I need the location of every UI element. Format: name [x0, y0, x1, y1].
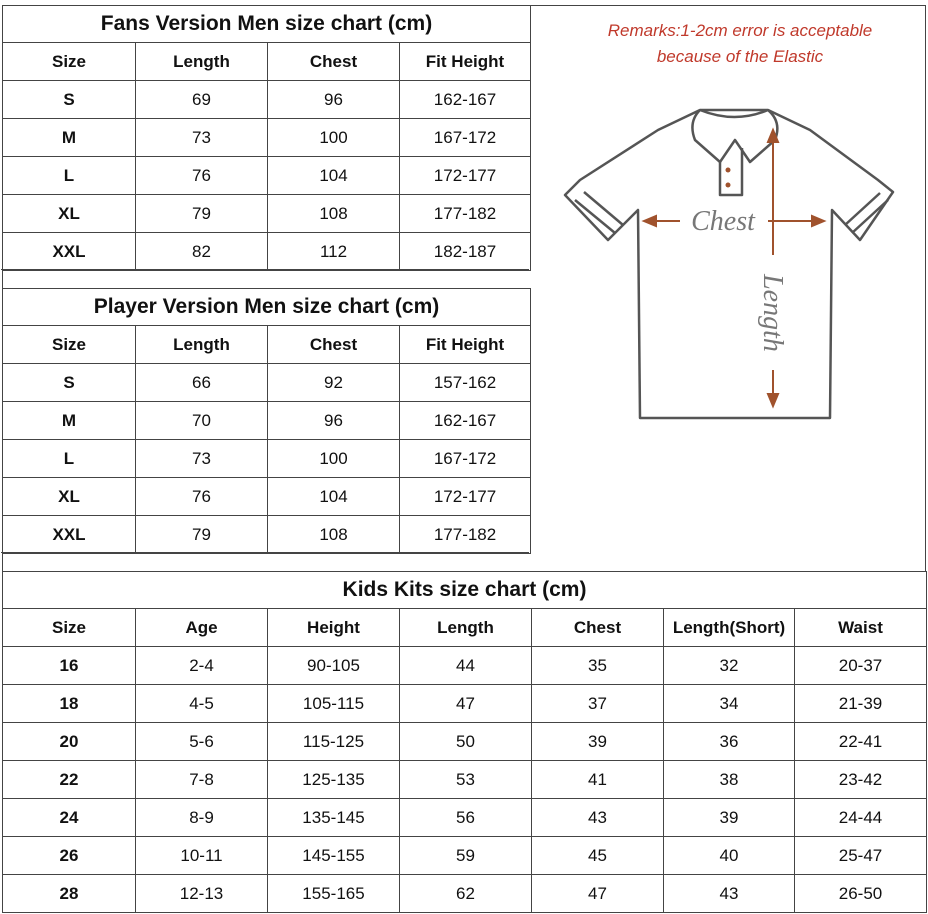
size-cell: L [3, 157, 136, 195]
table-row [3, 516, 531, 554]
table-cell: 41 [532, 761, 664, 799]
table-row [3, 761, 927, 799]
size-cell: 24 [3, 799, 136, 837]
chest-label: Chest [691, 206, 755, 237]
table-cell: 96 [268, 402, 400, 440]
table-cell: 90-105 [268, 647, 400, 685]
shirt-outline [565, 110, 893, 418]
size-cell: S [3, 81, 136, 119]
player-header-cell: Chest [268, 326, 400, 364]
size-cell: XXL [3, 233, 136, 271]
table-row [3, 81, 531, 119]
size-cell: M [3, 402, 136, 440]
player-header-cell: Fit Height [400, 326, 531, 364]
shirt-measurement-diagram [560, 100, 910, 430]
table-cell: 69 [136, 81, 268, 119]
table-cell: 108 [268, 516, 400, 554]
size-cell: L [3, 440, 136, 478]
table-cell: 56 [400, 799, 532, 837]
fans-header-cell: Length [136, 43, 268, 81]
table-cell: 115-125 [268, 723, 400, 761]
divider [1, 552, 529, 553]
fans-table-title: Fans Version Men size chart (cm) [3, 6, 531, 43]
frame-line [530, 5, 926, 6]
table-cell: 100 [268, 440, 400, 478]
table-cell: 23-42 [795, 761, 927, 799]
table-row [3, 195, 531, 233]
remarks-line-1: Remarks:1-2cm error is acceptable [607, 21, 873, 40]
table-cell: 47 [532, 875, 664, 913]
table-cell: 70 [136, 402, 268, 440]
table-cell: 4-5 [136, 685, 268, 723]
table-row [3, 647, 927, 685]
table-cell: 40 [664, 837, 795, 875]
table-row [3, 119, 531, 157]
table-cell: 104 [268, 157, 400, 195]
table-cell: 112 [268, 233, 400, 271]
kids-header-row [3, 609, 927, 647]
table-cell: 53 [400, 761, 532, 799]
fans-header-cell: Chest [268, 43, 400, 81]
table-cell: 45 [532, 837, 664, 875]
table-row [3, 478, 531, 516]
table-cell: 10-11 [136, 837, 268, 875]
fans-header-cell: Fit Height [400, 43, 531, 81]
table-row [3, 875, 927, 913]
table-cell: 34 [664, 685, 795, 723]
table-cell: 44 [400, 647, 532, 685]
divider [1, 269, 529, 270]
table-cell: 39 [532, 723, 664, 761]
table-cell: 172-177 [400, 478, 531, 516]
table-cell: 76 [136, 478, 268, 516]
kids-header-cell: Length(Short) [664, 609, 795, 647]
table-cell: 76 [136, 157, 268, 195]
player-header-cell: Size [3, 326, 136, 364]
player-header-cell: Length [136, 326, 268, 364]
table-cell: 43 [664, 875, 795, 913]
table-cell: 47 [400, 685, 532, 723]
table-row [3, 402, 531, 440]
kids-header-cell: Height [268, 609, 400, 647]
size-cell: XL [3, 478, 136, 516]
table-cell: 50 [400, 723, 532, 761]
table-cell: 20-37 [795, 647, 927, 685]
table-cell: 82 [136, 233, 268, 271]
table-cell: 172-177 [400, 157, 531, 195]
player-size-table [2, 288, 531, 554]
remarks-line-2: because of the Elastic [656, 47, 824, 66]
remarks-note [560, 18, 920, 70]
kids-header-cell: Length [400, 609, 532, 647]
table-cell: 43 [532, 799, 664, 837]
table-row [3, 837, 927, 875]
size-cell: 22 [3, 761, 136, 799]
table-row [3, 685, 927, 723]
table-cell: 62 [400, 875, 532, 913]
player-header-row [3, 326, 531, 364]
fans-header-cell: Size [3, 43, 136, 81]
size-cell: 16 [3, 647, 136, 685]
kids-table-title: Kids Kits size chart (cm) [3, 572, 927, 609]
fans-header-row [3, 43, 531, 81]
frame-line [2, 269, 3, 289]
kids-header-cell: Size [3, 609, 136, 647]
table-cell: 8-9 [136, 799, 268, 837]
table-cell: 167-172 [400, 440, 531, 478]
table-row [3, 233, 531, 271]
table-cell: 35 [532, 647, 664, 685]
table-row [3, 364, 531, 402]
table-cell: 7-8 [136, 761, 268, 799]
table-cell: 177-182 [400, 516, 531, 554]
table-cell: 182-187 [400, 233, 531, 271]
frame-line [2, 552, 3, 572]
frame-line [925, 5, 926, 572]
table-cell: 2-4 [136, 647, 268, 685]
player-table-title: Player Version Men size chart (cm) [3, 289, 531, 326]
size-cell: 20 [3, 723, 136, 761]
table-cell: 100 [268, 119, 400, 157]
size-cell: 18 [3, 685, 136, 723]
table-cell: 177-182 [400, 195, 531, 233]
size-cell: 26 [3, 837, 136, 875]
table-row [3, 157, 531, 195]
kids-size-table [2, 571, 927, 913]
kids-header-cell: Waist [795, 609, 927, 647]
table-cell: 162-167 [400, 402, 531, 440]
table-cell: 25-47 [795, 837, 927, 875]
table-cell: 162-167 [400, 81, 531, 119]
table-cell: 36 [664, 723, 795, 761]
table-row [3, 799, 927, 837]
size-cell: 28 [3, 875, 136, 913]
table-row [3, 440, 531, 478]
table-cell: 79 [136, 516, 268, 554]
length-arrow [768, 130, 778, 406]
length-label: Length [757, 274, 788, 352]
table-cell: 37 [532, 685, 664, 723]
fans-size-table [2, 5, 531, 271]
table-cell: 92 [268, 364, 400, 402]
size-cell: XXL [3, 516, 136, 554]
table-cell: 5-6 [136, 723, 268, 761]
table-cell: 125-135 [268, 761, 400, 799]
size-cell: M [3, 119, 136, 157]
table-cell: 73 [136, 440, 268, 478]
table-cell: 145-155 [268, 837, 400, 875]
table-cell: 12-13 [136, 875, 268, 913]
table-cell: 21-39 [795, 685, 927, 723]
table-cell: 66 [136, 364, 268, 402]
table-cell: 22-41 [795, 723, 927, 761]
kids-header-cell: Chest [532, 609, 664, 647]
table-cell: 24-44 [795, 799, 927, 837]
table-cell: 96 [268, 81, 400, 119]
table-cell: 38 [664, 761, 795, 799]
table-cell: 79 [136, 195, 268, 233]
table-cell: 32 [664, 647, 795, 685]
table-cell: 105-115 [268, 685, 400, 723]
table-cell: 104 [268, 478, 400, 516]
kids-header-cell: Age [136, 609, 268, 647]
table-cell: 108 [268, 195, 400, 233]
table-cell: 59 [400, 837, 532, 875]
size-cell: S [3, 364, 136, 402]
table-cell: 39 [664, 799, 795, 837]
table-cell: 155-165 [268, 875, 400, 913]
table-cell: 157-162 [400, 364, 531, 402]
table-cell: 26-50 [795, 875, 927, 913]
table-row [3, 723, 927, 761]
size-cell: XL [3, 195, 136, 233]
table-cell: 135-145 [268, 799, 400, 837]
table-cell: 167-172 [400, 119, 531, 157]
table-cell: 73 [136, 119, 268, 157]
